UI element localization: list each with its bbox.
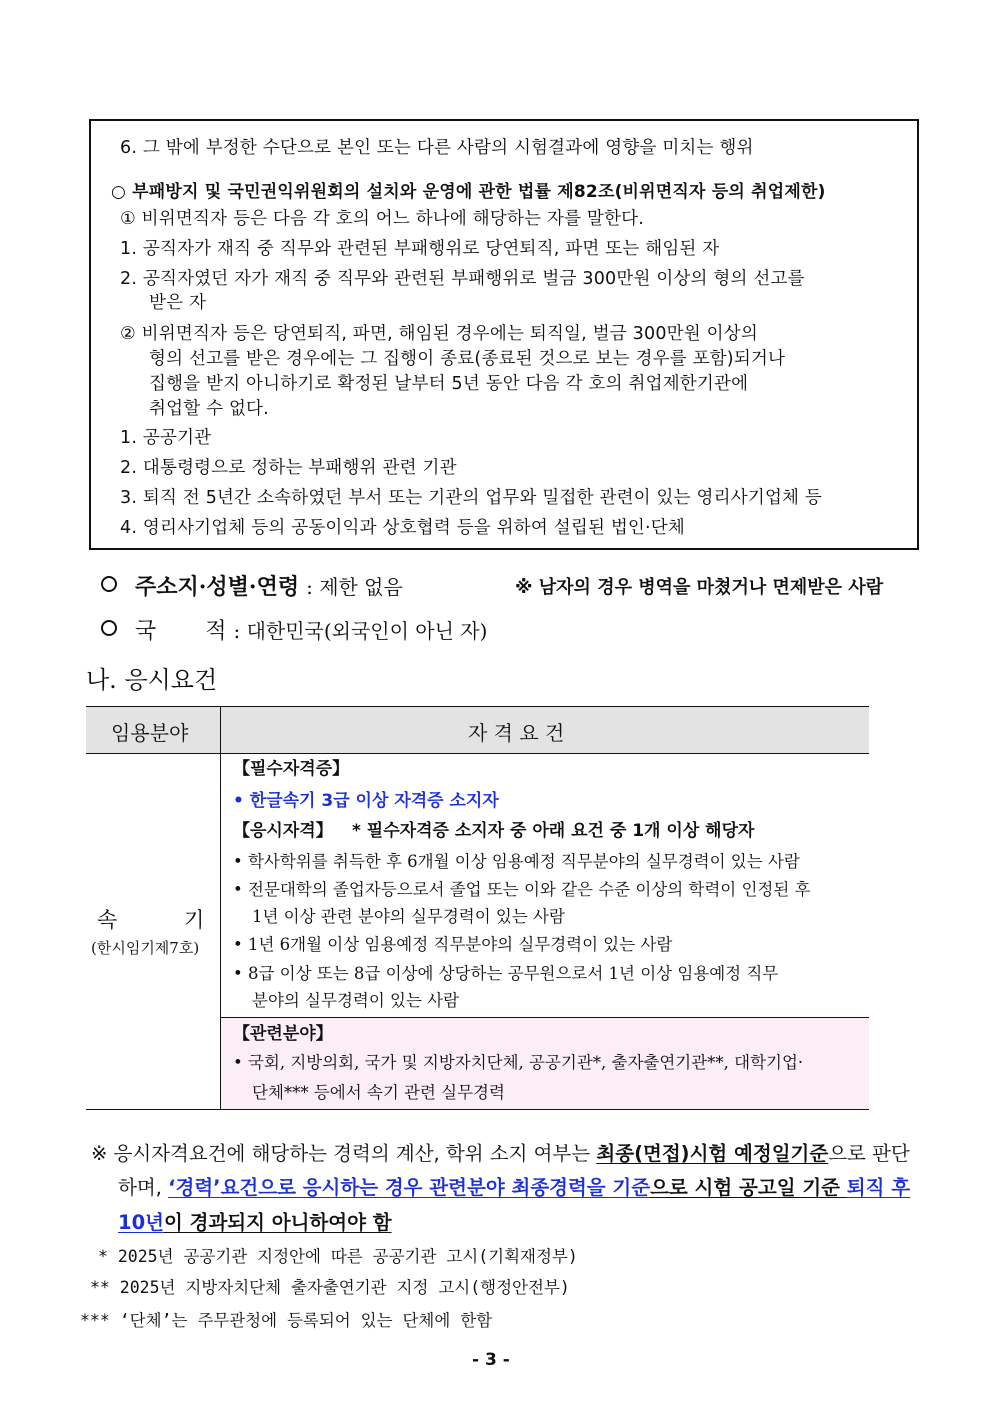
section-title: 나. 응시요건 [86, 666, 218, 694]
requirements-table [86, 706, 869, 1110]
nationality-line [101, 614, 487, 645]
qualification-3: • 1년 6개월 이상 임용예정 직무분야의 실무경력이 있는 사람 [233, 935, 673, 954]
footnote-text: 이 경과되지 아니하여야 함 [163, 1211, 392, 1234]
circle-bullet-icon [101, 620, 117, 636]
nationality-label: 국 적 [135, 619, 227, 644]
military-note: ※ 남자의 경우 병역을 마쳤거나 면제받은 사람 [515, 577, 884, 598]
circle-bullet-icon [101, 576, 117, 592]
clause-2-item-2: 2. 대통령령으로 정하는 부패행위 관련 기관 [120, 458, 457, 478]
clause-2: ② 비위면직자 등은 당연퇴직, 파면, 해임된 경우에는 퇴직일, 벌금 300만원 이상의 [120, 324, 758, 344]
required-cert-heading: 【필수자격증】 [233, 759, 350, 779]
retirement-period: 퇴직 후 [846, 1176, 911, 1199]
clause-2-item-1: 1. 공공기관 [120, 428, 212, 448]
clause-2-cont-2: 집행을 받지 아니하기로 확정된 날부터 5년 동안 다음 각 호의 취업제한기관에 [149, 374, 749, 394]
law-title: ○ 부패방지 및 국민권익위원회의 설치와 운영에 관한 법률 제82조(비위면직자 등의 취업제한) [111, 182, 826, 202]
clause-1-item-2-cont: 받은 자 [149, 293, 207, 313]
footnote-text: 하며, [118, 1176, 169, 1199]
clause-2-cont-1: 형의 선고를 받은 경우에는 그 집행이 종료(종료된 것으로 보는 경우를 포함)되거나 [149, 349, 786, 369]
residence-line [101, 570, 403, 601]
related-field-1: • 국회, 지방의회, 국가 및 지방자치단체, 공공기관*, 출자출연기관**, 대학기업· [233, 1053, 804, 1072]
clause-1: ① 비위면직자 등은 다음 각 호의 어느 하나에 해당하는 자를 말한다. [120, 209, 645, 229]
law-excerpt-box [89, 119, 919, 550]
footnote-line-3 [118, 1207, 392, 1235]
note-investment-institution: ** 2025년 지방자치단체 출자출연기관 지정 고시(행정안전부) [90, 1278, 570, 1297]
footnote-text: 으로 시험 공고일 기준 [650, 1176, 847, 1199]
footnote-text: ※ 응시자격요건에 해당하는 경력의 계산, 학위 소지 여부는 [91, 1142, 597, 1165]
qualification-2: • 전문대학의 졸업자등으로서 졸업 또는 이와 같은 수준 이상의 학력이 인정된 후 [233, 880, 811, 899]
footnote-line-2 [118, 1172, 910, 1200]
required-cert: • 한글속기 3급 이상 자격증 소지자 [233, 791, 499, 811]
qualification-1: • 학사학위를 취득한 후 6개월 이상 임용예정 직무분야의 실무경력이 있는 사람 [233, 852, 800, 871]
qualification-4-cont: 분야의 실무경력이 있는 사람 [252, 991, 460, 1010]
footnote-line-1 [91, 1138, 910, 1166]
header-requirements: 자 격 요 건 [468, 721, 565, 745]
qualification-4: • 8급 이상 또는 8급 이상에 상당하는 공무원으로서 1년 이상 임용예정 직무 [233, 964, 779, 983]
related-field-1-cont: 단체*** 등에서 속기 관련 실무경력 [252, 1083, 505, 1102]
header-field: 임용분야 [111, 721, 189, 745]
box-line-6: 6. 그 밖에 부정한 수단으로 본인 또는 다른 사람의 시험결과에 영향을 미치는 행위 [120, 138, 754, 158]
exam-date-basis: 최종(면접)시험 예정일기준 [596, 1142, 829, 1165]
qualification-note: * 필수자격증 소지자 중 아래 요건 중 1개 이상 해당자 [352, 821, 755, 841]
clause-1-item-1: 1. 공직자가 재직 중 직무와 관련된 부패행위로 당연퇴직, 파면 또는 해임된 자 [120, 239, 720, 259]
residence-label: 주소지·성별·연령 [135, 574, 300, 600]
related-field-heading: 【관련분야】 [233, 1024, 333, 1044]
clause-2-item-3: 3. 퇴직 전 5년간 소속하였던 부서 또는 기관의 업무와 밀접한 관련이 있는 영리사기업체 등 [120, 488, 823, 508]
note-public-institution: * 2025년 공공기관 지정안에 따른 공공기관 고시(기획재정부) [98, 1247, 578, 1266]
page-number: - 3 - [472, 1350, 510, 1370]
footnote-text: 으로 판단 [828, 1142, 910, 1165]
clause-2-cont-3: 취업할 수 없다. [149, 399, 269, 419]
clause-2-item-4: 4. 영리사기업체 등의 공동이익과 상호협력 등을 위하여 설립된 법인·단체 [120, 518, 686, 538]
clause-1-item-2: 2. 공직자였던 자가 재직 중 직무와 관련된 부패행위로 벌금 300만원 이상의 형의 선고를 [120, 269, 805, 289]
experience-basis: ‘경력’요건으로 응시하는 경우 관련분야 최종경력을 기준 [168, 1176, 651, 1199]
qualification-2-cont: 1년 이상 관련 분야의 실무경력이 있는 사람 [252, 907, 565, 926]
qualification-heading: 【응시자격】 [233, 821, 333, 841]
residence-value: : 제한 없음 [306, 575, 403, 599]
ten-years: 10년 [118, 1211, 164, 1234]
field-subtitle: (한시임기제7호) [91, 939, 200, 957]
note-organization: *** ‘단체’는 주무관청에 등록되어 있는 단체에 한함 [80, 1311, 493, 1330]
nationality-value: : 대한민국(외국인이 아닌 자) [233, 619, 488, 643]
field-name: 속 기 [97, 908, 205, 932]
